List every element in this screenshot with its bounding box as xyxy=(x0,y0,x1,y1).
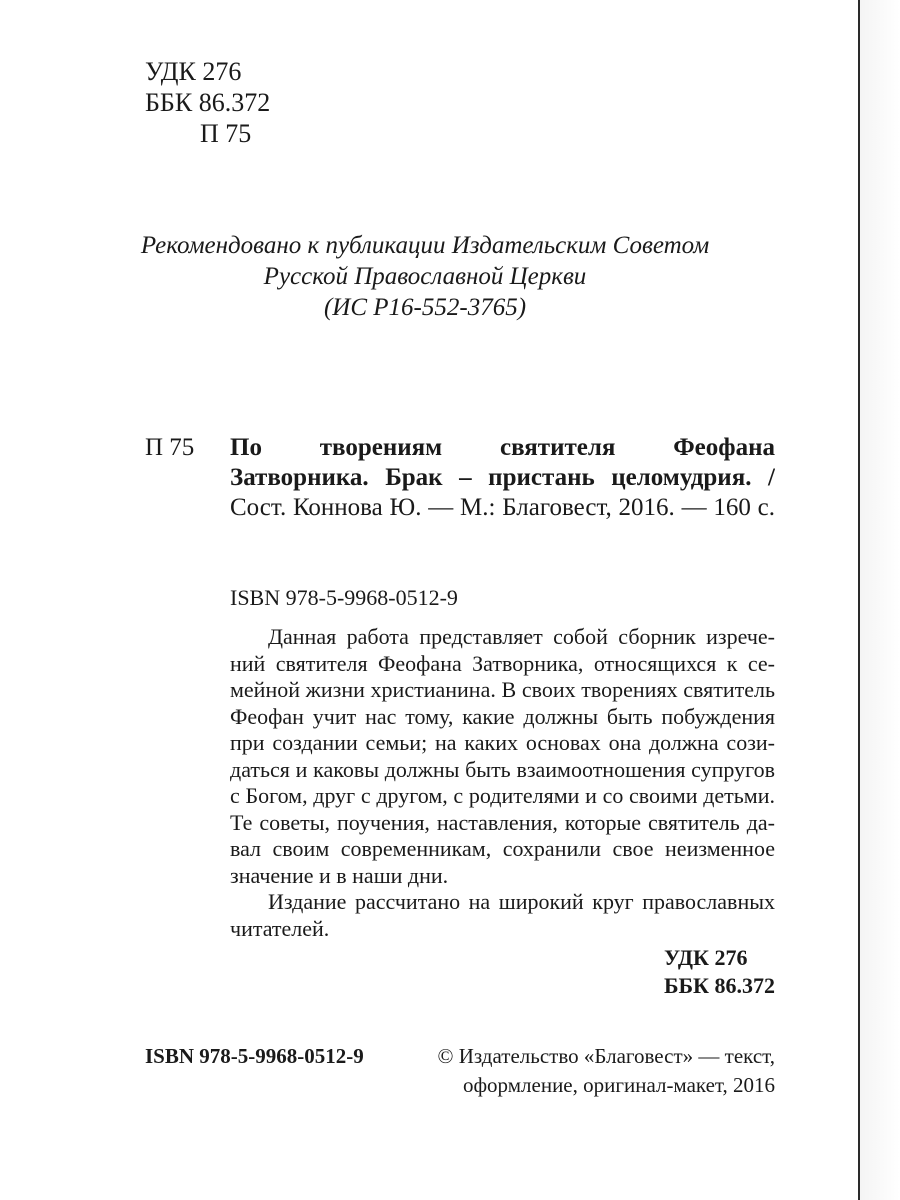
abstract-line: значение и в наши дни. xyxy=(230,862,449,888)
biblio-author-mark: П 75 xyxy=(145,434,195,461)
abstract-line: даться и каковы должны быть взаимоотношения супругов xyxy=(230,756,775,782)
classification-codes-top xyxy=(145,56,270,149)
recommendation-line-1: Рекомендовано к публикации Издательским Советом xyxy=(140,232,710,259)
udk-code-bottom: УДК 276 xyxy=(663,945,748,970)
copyright-line-2: оформление, оригинал-макет, 2016 xyxy=(462,1073,775,1097)
bbk-code-bottom: ББК 86.372 xyxy=(663,973,775,998)
abstract-line: Феофан учит нас тому, какие должны быть побуждения xyxy=(230,703,775,729)
abstract-line: Данная работа представляет собой сборник изрече- xyxy=(268,624,775,649)
isbn-top: ISBN 978-5-9968-0512-9 xyxy=(230,585,458,610)
page-edge xyxy=(858,0,860,1200)
classification-codes-bottom xyxy=(664,944,775,1000)
copyright-line-1: © Издательство «Благовест» — текст, xyxy=(437,1044,775,1068)
abstract-line: мейной жизни христианина. В своих творениях святитель xyxy=(230,677,775,702)
udk-code: УДК 276 xyxy=(145,57,242,86)
abstract xyxy=(230,624,775,942)
biblio-imprint-line: Сост. Коннова Ю. — М.: Благовест, 2016. — 160 с. xyxy=(230,494,775,521)
publication-recommendation xyxy=(140,230,710,323)
bibliographic-record xyxy=(230,433,775,523)
abstract-line: ний святителя Феофана Затворника, относящихся к се- xyxy=(230,650,775,676)
recommendation-line-2: Русской Православной Церкви xyxy=(263,263,587,290)
biblio-title-line-1: По творениям святителя Феофана xyxy=(230,434,775,461)
abstract-line: при создании семьи; на каких основах она должна сози- xyxy=(230,730,775,755)
copyright-notice xyxy=(425,1042,775,1100)
recommendation-line-3: (ИС Р16-552-3765) xyxy=(323,294,527,321)
biblio-title-line-2: Затворника. Брак – пристань целомудрия. / xyxy=(230,464,775,491)
abstract-line: Те советы, поучения, наставления, которые святитель да- xyxy=(230,809,775,835)
author-mark: П 75 xyxy=(200,119,252,148)
abstract-line: с Богом, друг с другом, с родителями и со своими детьми. xyxy=(230,783,775,808)
audience-line: читателей. xyxy=(230,915,330,941)
page-edge-shadow xyxy=(860,0,900,1200)
bbk-code: ББК 86.372 xyxy=(145,88,271,117)
abstract-line: вал своим современникам, сохранили свое неизменное xyxy=(230,836,775,861)
audience-line: Издание рассчитано на широкий круг православных xyxy=(268,889,775,914)
isbn-bottom: ISBN 978-5-9968-0512-9 xyxy=(145,1044,364,1068)
